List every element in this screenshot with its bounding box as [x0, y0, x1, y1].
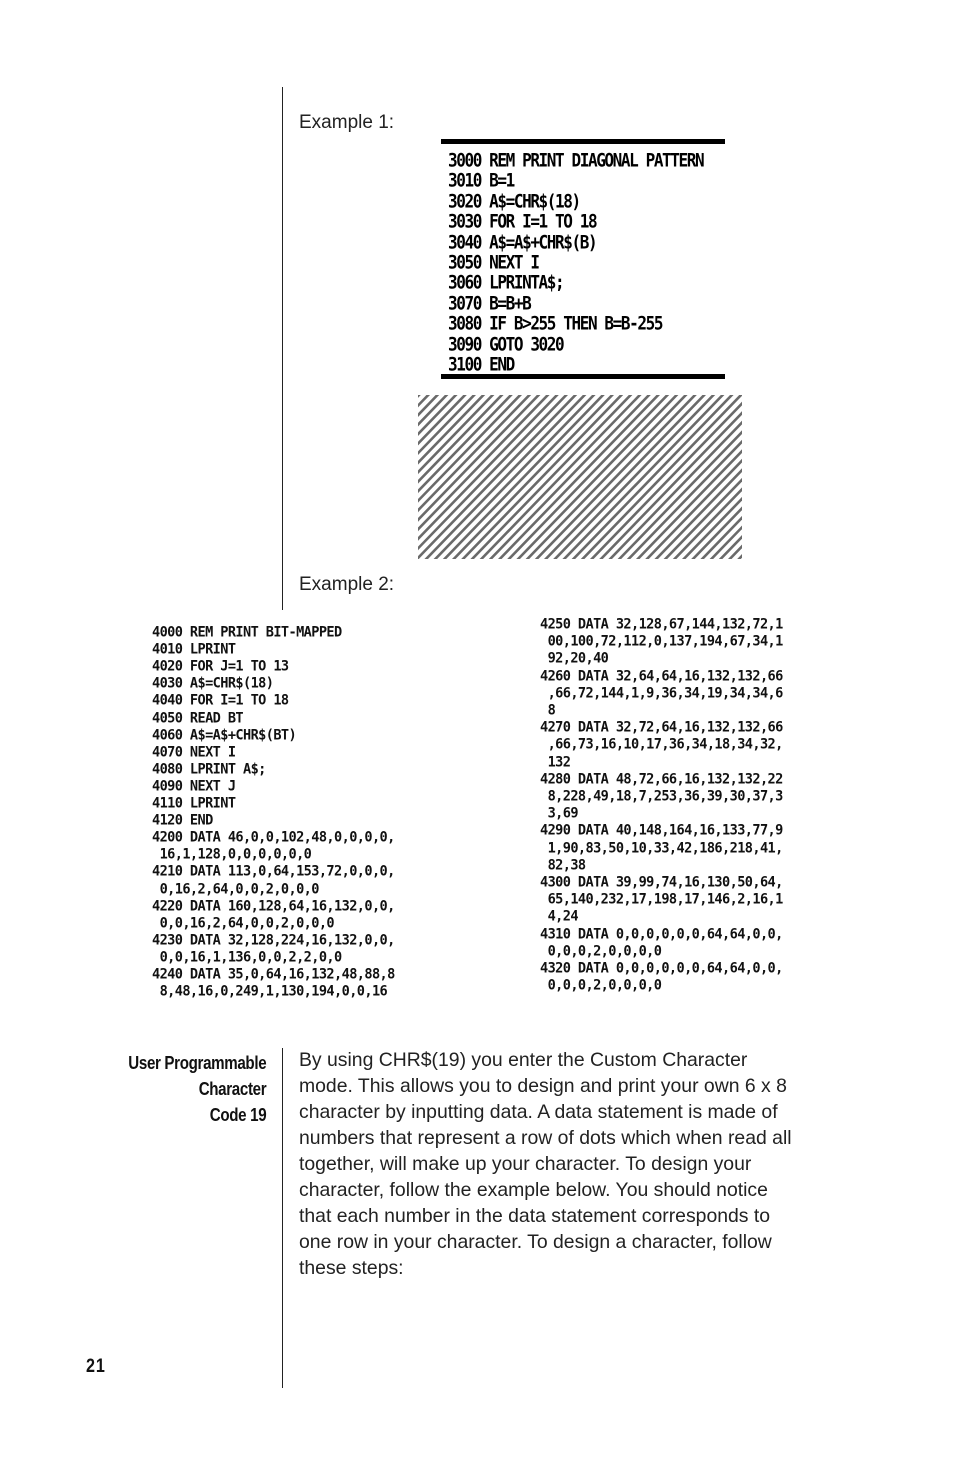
body-line: numbers that represent a row of dots which when read all	[299, 1127, 792, 1149]
body-line: these steps:	[299, 1257, 404, 1279]
code-line: 4310 DATA 0,0,0,0,0,0,64,64,0,0,	[540, 925, 783, 943]
code-line: 3040 A$=A$+CHR$(B)	[448, 230, 597, 254]
code-line: 8,228,49,18,7,253,36,39,30,37,3	[540, 788, 783, 805]
code-line: 4110 LPRINT	[152, 795, 236, 812]
code-line: 00,100,72,112,0,137,194,67,34,1	[540, 633, 783, 650]
pattern-line	[623, 395, 742, 559]
code-line: 8,48,16,0,249,1,130,194,0,0,16	[152, 983, 388, 1000]
code-line: 65,140,232,17,198,17,146,2,16,1	[540, 891, 783, 908]
code-line: 4040 FOR I=1 TO 18	[152, 692, 289, 710]
code-line: ,66,73,16,10,17,36,34,18,34,32,	[540, 736, 783, 754]
section-heading	[128, 1050, 266, 1128]
section-heading-line: User Programmable	[128, 1053, 266, 1073]
code-line: 0,0,16,2,64,0,0,2,0,0,0	[152, 914, 335, 932]
example-1-listing	[441, 139, 725, 379]
example-2-label: Example 2:	[299, 574, 395, 595]
code-line: 3010 B=1	[448, 169, 514, 192]
code-line: 4010 LPRINT	[152, 641, 236, 658]
code-line: 92,20,40	[540, 650, 609, 668]
code-line: 4210 DATA 113,0,64,153,72,0,0,0,	[152, 863, 395, 881]
code-line: 4320 DATA 0,0,0,0,0,0,64,64,0,0,	[540, 960, 783, 977]
code-line: 3060 LPRINTA$;	[448, 271, 564, 294]
body-line: that each number in the data statement corresponds to	[299, 1205, 771, 1227]
code-line: 4050 READ BT	[152, 709, 244, 727]
code-line: 4000 REM PRINT BIT-MAPPED	[152, 624, 342, 641]
code-line: 3100 END	[448, 353, 514, 376]
code-line: 4060 A$=A$+CHR$(BT)	[152, 726, 297, 744]
code-line: 16,1,128,0,0,0,0,0,0	[152, 846, 312, 864]
section-body	[299, 1047, 874, 1281]
pattern-line	[650, 395, 742, 559]
code-line: 3090 GOTO 3020	[448, 332, 564, 356]
code-line: 0,16,2,64,0,0,2,0,0,0	[152, 880, 319, 898]
code-line: 4240 DATA 35,0,64,16,132,48,88,8	[152, 966, 395, 983]
section-heading-line: Character	[198, 1079, 266, 1099]
code-line: 4260 DATA 32,64,64,16,132,132,66	[540, 667, 783, 685]
code-line: 8	[540, 702, 556, 719]
pattern-line	[418, 395, 471, 559]
code-line: 4,24	[540, 908, 578, 926]
left-margin-rule-top	[282, 87, 283, 610]
code-line: 4090 NEXT J	[152, 777, 236, 795]
code-line: 0,0,0,2,0,0,0,0	[540, 977, 662, 994]
code-line: 4230 DATA 32,128,224,16,132,0,0,	[152, 931, 395, 949]
diagonal-pattern-printout	[418, 395, 742, 559]
code-line: 4070 NEXT I	[152, 743, 236, 761]
example-1-label: Example 1:	[299, 112, 395, 133]
pattern-line	[418, 395, 526, 559]
code-line: 3,69	[540, 805, 578, 822]
code-line: 3050 NEXT I	[448, 251, 539, 274]
page-number: 21	[86, 1356, 106, 1377]
body-line: mode. This allows you to design and print your own 6 x 8	[299, 1075, 787, 1097]
code-line: 3070 B=B+B	[448, 291, 531, 315]
code-line: 0,0,16,1,136,0,0,2,2,0,0	[152, 948, 342, 966]
code-line: 4020 FOR J=1 TO 13	[152, 658, 289, 675]
code-line: 3000 REM PRINT DIAGONAL PATTERN	[448, 149, 704, 172]
code-line: 1,90,83,50,10,33,42,186,218,41,	[540, 839, 783, 857]
code-line: 4030 A$=CHR$(18)	[152, 675, 274, 693]
code-line: 4200 DATA 46,0,0,102,48,0,0,0,0,	[152, 829, 395, 846]
code-line: 4250 DATA 32,128,67,144,132,72,1	[540, 616, 783, 633]
code-line: 4120 END	[152, 812, 213, 829]
code-line: 82,38	[540, 856, 586, 874]
code-line: 4280 DATA 48,72,66,16,132,132,22	[540, 770, 783, 788]
code-line: 4290 DATA 40,148,164,16,133,77,9	[540, 822, 783, 840]
code-line: 132	[540, 753, 571, 771]
code-line: 0,0,0,2,0,0,0,0	[540, 942, 662, 960]
code-line: 4080 LPRINT A$;	[152, 760, 266, 778]
body-line: one row in your character. To design a character, follow	[299, 1231, 772, 1253]
body-line: character by inputting data. A data statement is made of	[299, 1101, 778, 1123]
code-line: 3080 IF B>255 THEN B=B-255	[448, 312, 663, 335]
body-line: together, will make up your character. To design your	[299, 1153, 752, 1175]
code-line: ,66,72,144,1,9,36,34,19,34,34,6	[540, 684, 783, 702]
code-line: 3030 FOR I=1 TO 18	[448, 210, 597, 233]
section-heading-line: Code 19	[209, 1105, 266, 1125]
body-line: character, follow the example below. You should notice	[299, 1179, 768, 1201]
code-line: 3020 A$=CHR$(18)	[448, 189, 580, 213]
code-line: 4270 DATA 32,72,64,16,132,132,66	[540, 719, 783, 736]
left-margin-rule-bottom	[282, 1048, 283, 1388]
code-line: 4300 DATA 39,99,74,16,130,50,64,	[540, 874, 783, 891]
body-line: By using CHR$(19) you enter the Custom Character	[299, 1049, 748, 1071]
code-line: 4220 DATA 160,128,64,16,132,0,0,	[152, 897, 395, 915]
